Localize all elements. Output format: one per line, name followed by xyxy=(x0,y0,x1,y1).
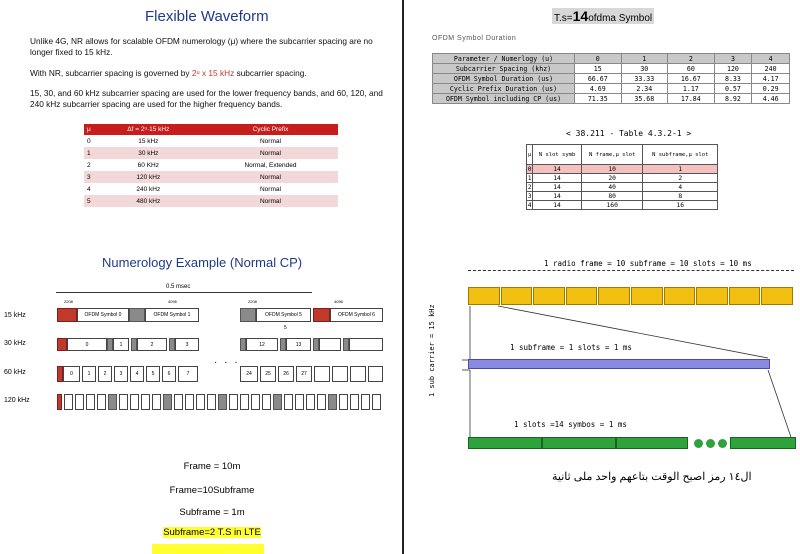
frame-dimension-line xyxy=(468,270,794,271)
ofdm-symbol xyxy=(349,338,383,351)
row-label-60khz: 60 kHz xyxy=(4,369,26,376)
ofdm-symbol: 3 xyxy=(175,338,199,351)
intro-paragraph: Unlike 4G, NR allows for scalable OFDM numerology (μ) where the subcarrier spacing are no longer fixed to 15 kHz. xyxy=(30,36,373,57)
ofdm-symbol xyxy=(97,394,106,410)
table-row: Subcarrier Spacing (khz) 15 30 60 120 240 xyxy=(433,64,790,74)
ofdm-symbol: 4 xyxy=(130,366,144,382)
left-page-title: Flexible Waveform xyxy=(145,8,269,25)
ofdm-symbol: OFDM Symbol 0 xyxy=(77,308,129,322)
ofdm-symbol: OFDM Symbol 6 xyxy=(330,308,383,322)
ofdm-symbol: 24 xyxy=(240,366,258,382)
ofdm-symbol: 1 xyxy=(82,366,96,382)
formula-highlight: 2ᵘ x 15 kHz xyxy=(191,68,235,78)
cyclic-prefix xyxy=(129,308,145,322)
ofdm-symbol xyxy=(185,394,194,410)
table-row: Cyclic Prefix Duration (us) 4.69 2.34 1.17 0.57 0.29 xyxy=(433,84,790,94)
ofdm-symbol xyxy=(350,394,359,410)
ofdm-symbol xyxy=(141,394,150,410)
ofdm-symbol xyxy=(368,366,383,382)
ofdm-symbol xyxy=(317,394,326,410)
col-header: Δf = 2ᵘ·15 kHz xyxy=(94,124,203,135)
symbol-duration-table xyxy=(432,53,790,104)
ofdm-symbol xyxy=(361,394,370,410)
radio-frame-label: 1 radio frame = 10 subframe = 10 slots = 10 ms xyxy=(544,259,752,268)
ellipsis-dot xyxy=(718,439,727,448)
ofdm-symbol: OFDM Symbol 1 xyxy=(145,308,199,322)
ofdm-symbol xyxy=(152,394,161,410)
subcarrier-label: 1 sub carrier = 15 kHz xyxy=(428,304,436,397)
ofdm-symbol xyxy=(240,394,249,410)
symbol-block xyxy=(730,437,796,449)
row-120khz-symbols xyxy=(57,394,387,410)
cyclic-prefix xyxy=(313,308,330,322)
ofdm-symbol: 25 xyxy=(260,366,276,382)
ofdm-symbol: 7 xyxy=(178,366,198,382)
lte-highlight: Subframe=2 T.S in LTE xyxy=(163,527,261,538)
ofdm-symbol: 27 xyxy=(296,366,312,382)
row-label-15khz: 15 kHz xyxy=(4,312,26,319)
frame-duration-line: Frame = 10m xyxy=(183,461,241,472)
table-row: 0 14 10 1 xyxy=(527,165,718,174)
subframe-label: 1 subframe = 1 slots = 1 ms xyxy=(510,343,632,352)
table-row: 3 120 kHz Normal xyxy=(84,171,338,183)
ofdm-symbol xyxy=(273,394,282,410)
ofdm-symbol: 5 xyxy=(146,366,160,382)
ofdm-symbol: 13 xyxy=(286,338,311,351)
cyclic-prefix xyxy=(240,308,256,322)
table-row: 4 14 160 16 xyxy=(527,201,718,210)
table-row: 5 480 kHz Normal xyxy=(84,195,338,207)
ofdm-symbol xyxy=(295,394,304,410)
symbol-block xyxy=(468,437,542,449)
ofdm-symbol: OFDM Symbol 5 xyxy=(256,308,311,322)
symbol-block xyxy=(616,437,688,449)
table-header-row: Parameter / Numerlogy (u) 0 1 2 3 4 xyxy=(433,54,790,64)
table-row: 4 240 kHz Normal xyxy=(84,183,338,195)
table-row: 2 14 40 4 xyxy=(527,183,718,192)
numerology-table xyxy=(84,124,338,207)
ofdm-symbol: 0 xyxy=(67,338,107,351)
table-row: 1 14 20 2 xyxy=(527,174,718,183)
duration-line xyxy=(56,292,312,293)
table-row: OFDM Symbol including CP (us) 71.35 35.68 17.84 8.92 4.46 xyxy=(433,94,790,104)
table-caption: < 38.211 - Table 4.3.2-1 > xyxy=(566,129,692,138)
ofdm-symbol xyxy=(350,366,366,382)
tiny-label: 2208 xyxy=(64,299,73,304)
ofdm-symbol xyxy=(108,394,117,410)
subframe-duration-line: Subframe = 1m xyxy=(179,507,245,518)
ofdm-symbol xyxy=(251,394,260,410)
col-header: Cyclic Prefix xyxy=(203,124,338,135)
ofdm-symbol xyxy=(372,394,381,410)
spacing-paragraph: With NR, subcarrier spacing is governed by 2ᵘ x 15 kHz subcarrier spacing. xyxy=(30,68,307,78)
ofdm-symbol xyxy=(130,394,139,410)
ofdm-symbol xyxy=(328,394,337,410)
ofdm-symbol xyxy=(196,394,205,410)
row-label-30khz: 30 kHz xyxy=(4,340,26,347)
table-row: 0 15 kHz Normal xyxy=(84,135,338,147)
table-header-row: μ N slot symb N frame,μ slot N subframe,μ slot xyxy=(527,145,718,165)
ofdm-symbol xyxy=(314,366,330,382)
ofdm-symbol xyxy=(229,394,238,410)
slot-label: 1 slots =14 symbos = 1 ms xyxy=(514,420,627,429)
ofdm-symbol: 1 xyxy=(113,338,129,351)
zoom-lines xyxy=(462,300,798,460)
ofdm-symbol xyxy=(86,394,95,410)
ofdm-symbol: 0 xyxy=(63,366,80,382)
ellipsis: · · · xyxy=(214,357,240,368)
tiny-label: 4096 xyxy=(168,299,177,304)
ofdm-symbol xyxy=(75,394,84,410)
ofdm-symbol xyxy=(174,394,183,410)
ofdm-symbol xyxy=(332,366,348,382)
yellow-highlight-bar xyxy=(152,544,264,554)
cyclic-prefix xyxy=(57,308,77,322)
ofdm-symbol xyxy=(306,394,315,410)
duration-label: 0.5 msec xyxy=(166,284,191,290)
ofdm-symbol xyxy=(319,338,341,351)
ellipsis-dot xyxy=(706,439,715,448)
ofdm-symbol: 6 xyxy=(162,366,176,382)
ofdm-symbol: 2 xyxy=(98,366,112,382)
slot-config-table xyxy=(526,144,718,210)
ofdm-symbol: 26 xyxy=(278,366,294,382)
table-row: 1 30 kHz Normal xyxy=(84,147,338,159)
ofdm-symbol xyxy=(163,394,172,410)
ofdm-symbol xyxy=(119,394,128,410)
col-header: μ xyxy=(84,124,94,135)
tiny-label: 4096 xyxy=(334,299,343,304)
ofdm-symbol: 3 xyxy=(114,366,128,382)
frame-subframe-line: Frame=10Subframe xyxy=(169,485,255,496)
ofdm-symbol xyxy=(57,394,62,410)
tiny-label: 2208 xyxy=(248,299,257,304)
ellipsis-dot xyxy=(694,439,703,448)
right-page-title: T.s=14ofdma Symbol xyxy=(554,8,653,24)
ofdm-symbol xyxy=(262,394,271,410)
page-divider xyxy=(402,0,404,554)
ofdm-symbol xyxy=(207,394,216,410)
bands-paragraph: 15, 30, and 60 kHz subcarrier spacing are used for the lower frequency bands, and 60, 120, and 240 kHz subcarrier spacing are used for the higher frequency bands. xyxy=(30,88,383,109)
ofdm-symbol: 2 xyxy=(137,338,167,351)
ofdm-symbol: 12 xyxy=(246,338,278,351)
arabic-note: ال١٤ رمز اصبح الوقت بتاعهم واحد ملى ثانية xyxy=(552,471,752,483)
table-row: 3 14 80 8 xyxy=(527,192,718,201)
table-row: 2 60 KHz Normal, Extended xyxy=(84,159,338,171)
lte-note-line xyxy=(92,527,332,538)
table-row: OFDM Symbol Duration (us) 66.67 33.33 16.67 8.33 4.17 xyxy=(433,74,790,84)
ofdm-symbol xyxy=(339,394,348,410)
cyclic-prefix xyxy=(57,338,67,351)
symbol-block xyxy=(542,437,616,449)
numerology-example-title: Numerology Example (Normal CP) xyxy=(102,255,303,270)
ofdm-symbol xyxy=(64,394,73,410)
mid-marker: 5 xyxy=(284,325,287,331)
subframe-bar xyxy=(468,359,770,369)
row-label-120khz: 120 kHz xyxy=(4,397,30,404)
ofdm-symbol xyxy=(218,394,227,410)
ofdm-duration-label: OFDM Symbol Duration xyxy=(432,35,517,42)
ofdm-symbol xyxy=(284,394,293,410)
